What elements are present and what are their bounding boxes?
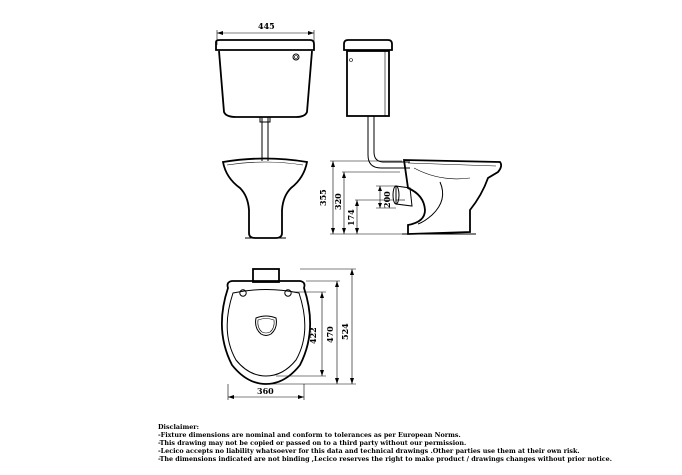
dim-470: 470 (325, 326, 335, 343)
side-view (318, 40, 501, 234)
disclaimer-line: -Fixture dimensions are nominal and conform to tolerances as per European Norms. (158, 431, 461, 439)
water-outlet (256, 316, 277, 336)
disclaimer-line: -Lecico accepts no liability whatsoever for this data and technical drawings .Other parties use them at their own risk. (158, 447, 580, 455)
height-dimensions (318, 161, 402, 234)
cistern-front (216, 40, 314, 117)
seat-width-dimension (228, 384, 304, 400)
pan-front (223, 159, 307, 239)
disclaimer-block (158, 423, 678, 463)
dim-355: 355 (318, 189, 328, 206)
cistern-side (344, 40, 392, 116)
dim-524: 524 (340, 323, 350, 340)
front-view (216, 21, 314, 238)
disclaimer-line: -This drawing may not be copied or passed on to a third party without our permission. (158, 439, 467, 447)
dim-200: 200 (382, 191, 392, 208)
flush-pipe-front (260, 117, 270, 161)
seat-outer (222, 281, 310, 384)
plan-view (222, 269, 356, 400)
dim-360: 360 (257, 386, 274, 396)
dim-445: 445 (258, 21, 275, 31)
length-dimensions (266, 269, 356, 384)
disclaimer-line: -The dimensions indicated are not binding ,Lecico reserves the right to make product / drawings changes without prior notice. (158, 455, 612, 463)
dim-320: 320 (333, 193, 343, 210)
cistern-width-dimension (217, 21, 314, 45)
dim-174: 174 (346, 209, 356, 226)
pan-side (393, 160, 501, 234)
disclaimer-title: Disclaimer: (158, 423, 200, 431)
dim-422: 422 (308, 327, 318, 344)
